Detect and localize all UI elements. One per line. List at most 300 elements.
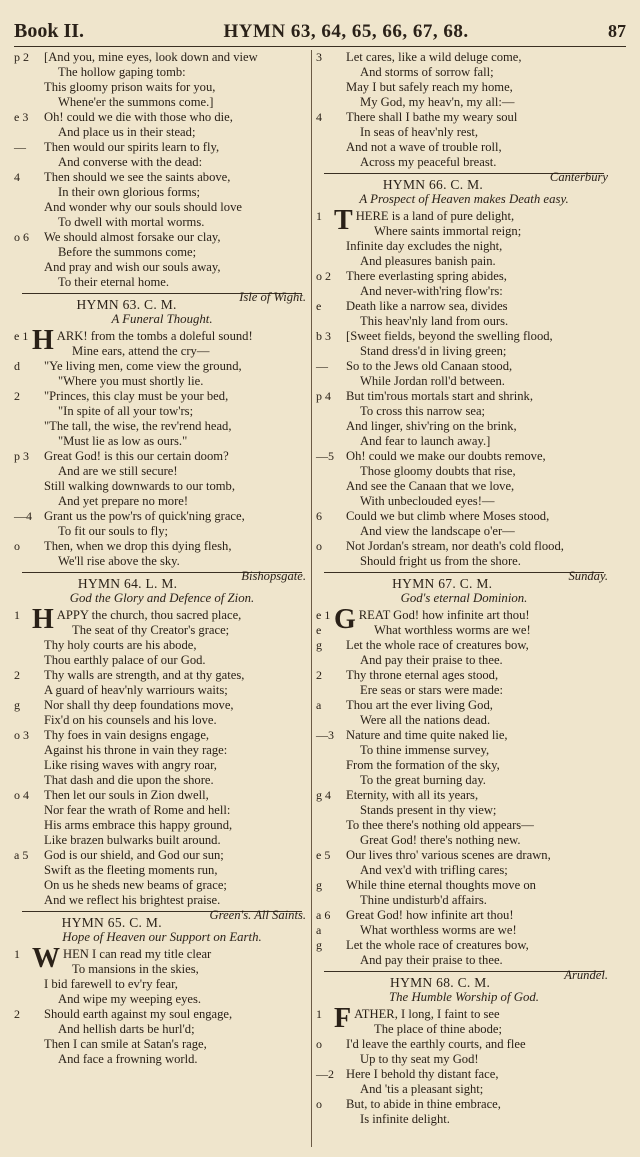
verse-line xyxy=(316,893,612,908)
verse-text: Stands present in thy view; xyxy=(360,803,497,817)
verse-line xyxy=(14,698,310,713)
verse-text: Then, when we drop this dying flesh, xyxy=(44,539,232,553)
right-column xyxy=(316,50,612,1143)
verse-text: And we reflect his brightest praise. xyxy=(44,893,221,907)
verse-line xyxy=(14,1022,310,1037)
verse-text: Like brazen bulwarks built around. xyxy=(44,833,221,847)
verse-text: Before the summons come; xyxy=(58,245,197,259)
verse-text: And pay their praise to thee. xyxy=(360,653,503,667)
verse-line xyxy=(14,359,310,374)
stanza-mark: e xyxy=(316,623,322,637)
verse-line xyxy=(316,1067,612,1082)
verse-text: His arms embrace this happy ground, xyxy=(44,818,233,832)
stanza-mark: 1 xyxy=(14,947,20,961)
verse-text: Thou art the ever living God, xyxy=(346,698,493,712)
verse-text: The hollow gaping tomb: xyxy=(58,65,186,79)
verse-line xyxy=(316,224,612,239)
verse-text: Stand dress'd in living green; xyxy=(360,344,507,358)
stanza-mark: p 3 xyxy=(14,449,29,463)
stanza-mark: o xyxy=(14,539,20,553)
verse-text: Great God! is this our certain doom? xyxy=(44,449,229,463)
stanza-mark: —4 xyxy=(14,509,32,523)
verse-text: God is our shield, and God our sun; xyxy=(44,848,224,862)
verse-text: While Jordan roll'd between. xyxy=(360,374,505,388)
stanza-mark: e 1 xyxy=(14,329,29,343)
stanza-mark: 1 xyxy=(316,1007,322,1021)
verse-line xyxy=(14,683,310,698)
column-divider xyxy=(311,50,312,1147)
hymn-title: HYMN 67. C. M. xyxy=(392,576,493,591)
verse-line xyxy=(14,728,310,743)
verse-line xyxy=(14,1052,310,1067)
stanza-mark: 6 xyxy=(316,509,322,523)
verse-text: Still walking downwards to our tomb, xyxy=(44,479,235,493)
verse-text: Up to thy seat my God! xyxy=(360,1052,479,1066)
verse-text: With unbeclouded eyes!— xyxy=(360,494,495,508)
verse-text: Infinite day excludes the night, xyxy=(346,239,503,253)
hymn-64 xyxy=(14,576,310,922)
verse-text: Thou earthly palace of our God. xyxy=(44,653,206,667)
verse-text: To dwell with mortal worms. xyxy=(58,215,205,229)
verse-line xyxy=(14,509,310,524)
stanza-mark: — xyxy=(14,140,26,154)
first-line-text: ATHER, I long, I faint to see xyxy=(354,1007,500,1021)
verse-text: And face a frowning world. xyxy=(58,1052,198,1066)
stanza-mark: e 3 xyxy=(14,110,29,124)
verse-line xyxy=(316,803,612,818)
verse-line xyxy=(14,275,310,290)
verse-text: Thine undisturb'd affairs. xyxy=(360,893,487,907)
stanza-mark: 2 xyxy=(14,668,20,682)
verse-line xyxy=(14,65,310,80)
verse-text: Thy holy courts are his abode, xyxy=(44,638,197,652)
hymn-subtitle: Hope of Heaven our Support on Earth. xyxy=(62,930,262,944)
verse-line xyxy=(316,239,612,254)
verse-text: And not a wave of trouble roll, xyxy=(346,140,502,154)
stanza-mark: 2 xyxy=(14,1007,20,1021)
stanza-mark: o xyxy=(316,539,322,553)
verse-text: "Where you must shortly lie. xyxy=(58,374,204,388)
verse-line xyxy=(316,788,612,803)
verse-text: Then should we see the saints above, xyxy=(44,170,231,184)
stanza-mark: a 6 xyxy=(316,908,331,922)
verse-text: Nature and time quite naked lie, xyxy=(346,728,508,742)
tune-name: Arundel. xyxy=(564,968,608,982)
verse-text: While thine eternal thoughts move on xyxy=(346,878,536,892)
verse-text: Let the whole race of creatures bow, xyxy=(346,638,529,652)
verse-line xyxy=(316,728,612,743)
stanza-mark: —2 xyxy=(316,1067,334,1081)
verse-line xyxy=(14,404,310,419)
verse-line xyxy=(14,170,310,185)
verse-text: And pleasures banish pain. xyxy=(360,254,496,268)
verse-line xyxy=(316,524,612,539)
hymn-65-continued xyxy=(316,50,612,184)
verse-text: Across my peaceful breast. xyxy=(360,155,497,169)
verse-line xyxy=(14,185,310,200)
hymn-title: HYMN 64. L. M. xyxy=(77,576,178,591)
verse-line xyxy=(316,1112,612,1127)
stanza-mark: g xyxy=(14,698,20,712)
verse-line xyxy=(316,1037,612,1052)
verse-line xyxy=(316,878,612,893)
verse-line xyxy=(316,638,612,653)
verse-text: Against his throne in vain they rage: xyxy=(44,743,228,757)
stanza-mark: o 4 xyxy=(14,788,29,802)
verse-line xyxy=(14,977,310,992)
stanza-mark: 3 xyxy=(316,50,322,64)
verse-line xyxy=(14,878,310,893)
verse-text: Swift as the fleeting moments run, xyxy=(44,863,218,877)
verse-text: And pay their praise to thee. xyxy=(360,953,503,967)
tune-name: Canterbury xyxy=(549,170,608,184)
hymn-subtitle: A Funeral Thought. xyxy=(111,312,213,326)
verse-text: And converse with the dead: xyxy=(58,155,203,169)
stanza-mark: d xyxy=(14,359,20,373)
stanza-mark: p 2 xyxy=(14,50,29,64)
verse-line xyxy=(316,314,612,329)
verse-line xyxy=(316,155,612,170)
verse-line xyxy=(316,509,612,524)
stanza-mark: 4 xyxy=(14,170,20,184)
verse-line xyxy=(316,554,612,569)
verse-text: What worthless worms are we! xyxy=(360,923,517,937)
verse-line xyxy=(14,992,310,1007)
running-title: HYMN 63, 64, 65, 66, 67, 68. xyxy=(223,21,469,42)
verse-line xyxy=(316,923,612,938)
verse-line xyxy=(14,95,310,110)
stanza-mark: o xyxy=(316,1097,322,1111)
verse-line xyxy=(14,818,310,833)
verse-text: A guard of heav'nly warriours waits; xyxy=(44,683,228,697)
verse-text: In their own glorious forms; xyxy=(58,185,201,199)
verse-text: And storms of sorrow fall; xyxy=(360,65,494,79)
drop-cap: H xyxy=(32,325,54,356)
verse-text: Let cares, like a wild deluge come, xyxy=(346,50,522,64)
tune-name: Isle of Wight. xyxy=(239,290,306,304)
verse-text: Were all the nations dead. xyxy=(360,713,491,727)
verse-line xyxy=(14,344,310,359)
verse-line xyxy=(316,713,612,728)
verse-line xyxy=(14,155,310,170)
stanza-mark: —5 xyxy=(316,449,334,463)
stanza-mark: g xyxy=(316,938,322,952)
verse-line xyxy=(14,449,310,464)
verse-text: The place of thine abode; xyxy=(374,1022,502,1036)
verse-line xyxy=(14,638,310,653)
verse-text: Let the whole race of creatures bow, xyxy=(346,938,529,952)
verse-line xyxy=(316,494,612,509)
stanza-mark: — xyxy=(316,359,328,373)
verse-line xyxy=(14,215,310,230)
verse-text: "Princes, this clay must be your bed, xyxy=(44,389,229,403)
verse-line xyxy=(14,479,310,494)
verse-text: And linger, shiv'ring on the brink, xyxy=(346,419,517,433)
verse-line xyxy=(316,404,612,419)
verse-line xyxy=(316,758,612,773)
stanza-mark: p 4 xyxy=(316,389,331,403)
verse-line xyxy=(316,389,612,404)
hymn-separator xyxy=(324,572,604,573)
verse-line xyxy=(14,833,310,848)
verse-text: Oh! could we die with those who die, xyxy=(44,110,233,124)
verse-text: "Ye living men, come view the ground, xyxy=(44,359,242,373)
verse-text: "The tall, the wise, the rev'rend head, xyxy=(44,419,232,433)
stanza-mark: b 3 xyxy=(316,329,331,343)
stanza-mark: g 4 xyxy=(316,788,331,802)
verse-text: Our lives thro' various scenes are drawn, xyxy=(346,848,551,862)
verse-line xyxy=(316,359,612,374)
hymn-title: HYMN 65. C. M. xyxy=(61,915,162,930)
page-number: 87 xyxy=(608,21,626,41)
stanza-mark: 4 xyxy=(316,110,322,124)
verse-text: Oh! could we make our doubts remove, xyxy=(346,449,546,463)
verse-text: Nor fear the wrath of Rome and hell: xyxy=(44,803,231,817)
verse-text: Nor shall thy deep foundations move, xyxy=(44,698,234,712)
verse-text: "In spite of all your tow'rs; xyxy=(58,404,194,418)
first-line-text: REAT God! how infinite art thou! xyxy=(358,608,530,622)
drop-cap: T xyxy=(334,205,353,236)
verse-line xyxy=(316,653,612,668)
verse-line xyxy=(316,50,612,65)
verse-text: We'll rise above the sky. xyxy=(58,554,180,568)
hymn-subtitle: God the Glory and Defence of Zion. xyxy=(69,591,255,605)
verse-text: And 'tis a pleasant sight; xyxy=(360,1082,484,1096)
verse-line xyxy=(14,230,310,245)
verse-line xyxy=(316,953,612,968)
verse-line xyxy=(316,254,612,269)
tune-name: Sunday. xyxy=(568,569,608,583)
verse-text: Where saints immortal reign; xyxy=(374,224,522,238)
hymn-separator xyxy=(324,971,604,972)
book-label: Book II. xyxy=(14,20,85,42)
verse-line xyxy=(316,743,612,758)
stanza-mark: 2 xyxy=(14,389,20,403)
hymn-subtitle: A Prospect of Heaven makes Death easy. xyxy=(359,192,569,206)
verse-line xyxy=(14,668,310,683)
stanza-mark: o xyxy=(316,1037,322,1051)
verse-line xyxy=(14,434,310,449)
stanza-mark: 2 xyxy=(316,668,322,682)
verse-line xyxy=(316,1022,612,1037)
verse-text: There shall I bathe my weary soul xyxy=(346,110,518,124)
verse-text: And hellish darts be hurl'd; xyxy=(58,1022,195,1036)
verse-text: Like rising waves with angry roar, xyxy=(44,758,217,772)
verse-text: Fix'd on his counsels and his love. xyxy=(44,713,217,727)
verse-line xyxy=(316,908,612,923)
verse-line xyxy=(14,374,310,389)
verse-text: The seat of thy Creator's grace; xyxy=(72,623,230,637)
verse-text: Ere seas or stars were made: xyxy=(360,683,504,697)
hymn-66 xyxy=(316,177,612,583)
verse-text: And yet prepare no more! xyxy=(58,494,189,508)
verse-text: But tim'rous mortals start and shrink, xyxy=(346,389,533,403)
verse-text: [Sweet fields, beyond the swelling flood, xyxy=(346,329,553,343)
verse-text: I'd leave the earthly courts, and flee xyxy=(346,1037,526,1051)
stanza-mark: g xyxy=(316,878,322,892)
hymn-65 xyxy=(14,915,310,1067)
verse-text: Thy walls are strength, and at thy gates, xyxy=(44,668,245,682)
verse-line xyxy=(316,539,612,554)
verse-line xyxy=(316,683,612,698)
verse-line xyxy=(14,803,310,818)
verse-line xyxy=(14,524,310,539)
verse-line xyxy=(316,110,612,125)
verse-text: To mansions in the skies, xyxy=(72,962,199,976)
verse-text: Here I behold thy distant face, xyxy=(346,1067,499,1081)
verse-line xyxy=(14,893,310,908)
verse-text: [And you, mine eyes, look down and view xyxy=(44,50,258,64)
drop-cap: G xyxy=(334,604,356,635)
verse-text: And fear to launch away.] xyxy=(360,434,491,448)
verse-line xyxy=(316,863,612,878)
verse-text: And view the landscape o'er— xyxy=(360,524,515,538)
verse-line xyxy=(316,833,612,848)
verse-line xyxy=(14,539,310,554)
verse-text: I bid farewell to ev'ry fear, xyxy=(44,977,178,991)
stanza-mark: —3 xyxy=(316,728,334,742)
verse-text: Death like a narrow sea, divides xyxy=(346,299,508,313)
verse-line xyxy=(316,1052,612,1067)
verse-text: Great God! how infinite art thou! xyxy=(346,908,514,922)
verse-line xyxy=(316,773,612,788)
verse-line xyxy=(14,758,310,773)
verse-line xyxy=(14,1037,310,1052)
drop-cap: W xyxy=(32,943,60,974)
stanza-mark: 1 xyxy=(316,209,322,223)
verse-line xyxy=(316,1097,612,1112)
first-line-text: ARK! from the tombs a doleful sound! xyxy=(56,329,253,343)
verse-text: Whene'er the summons come.] xyxy=(58,95,214,109)
verse-text: In seas of heav'nly rest, xyxy=(360,125,479,139)
verse-text: This heav'nly land from ours. xyxy=(360,314,509,328)
verse-text: Thy throne eternal ages stood, xyxy=(346,668,499,682)
first-line-text: HERE is a land of pure delight, xyxy=(355,209,515,223)
stanza-mark: o 2 xyxy=(316,269,331,283)
stanza-mark: e xyxy=(316,299,322,313)
stanza-mark: e 1 xyxy=(316,608,331,622)
hymn-68 xyxy=(316,975,612,1127)
verse-text: On us he sheds new beams of grace; xyxy=(44,878,227,892)
verse-line xyxy=(316,299,612,314)
verse-text: Then would our spirits learn to fly, xyxy=(44,140,220,154)
verse-text: To the great burning day. xyxy=(360,773,486,787)
verse-text: Could we but climb where Moses stood, xyxy=(346,509,550,523)
verse-line xyxy=(316,95,612,110)
verse-line xyxy=(14,848,310,863)
verse-line xyxy=(14,713,310,728)
verse-text: Should fright us from the shore. xyxy=(360,554,521,568)
verse-text: And never-with'ring flow'rs: xyxy=(360,284,503,298)
verse-line xyxy=(316,479,612,494)
verse-line xyxy=(316,284,612,299)
verse-text: Should earth against my soul engage, xyxy=(44,1007,233,1021)
verse-line xyxy=(316,623,612,638)
verse-line xyxy=(316,374,612,389)
verse-text: And wipe my weeping eyes. xyxy=(58,992,202,1006)
verse-line xyxy=(14,245,310,260)
verse-text: To their eternal home. xyxy=(58,275,170,289)
drop-cap: H xyxy=(32,604,54,635)
verse-text: And are we still secure! xyxy=(58,464,178,478)
first-line-text: HEN I can read my title clear xyxy=(63,947,212,961)
verse-text: And vex'd with trifling cares; xyxy=(360,863,508,877)
verse-text: Great God! there's nothing new. xyxy=(360,833,521,847)
verse-text: But, to abide in thine embrace, xyxy=(346,1097,501,1111)
stanza-mark: a xyxy=(316,923,322,937)
verse-text: "Must lie as low as ours." xyxy=(58,434,188,448)
page-header xyxy=(14,20,626,47)
verse-line xyxy=(316,938,612,953)
hymn-subtitle: The Humble Worship of God. xyxy=(389,990,539,1004)
verse-line xyxy=(14,554,310,569)
verse-line xyxy=(316,269,612,284)
verse-line xyxy=(14,1007,310,1022)
stanza-mark: e 5 xyxy=(316,848,331,862)
verse-line xyxy=(316,1082,612,1097)
hymn-title: HYMN 68. C. M. xyxy=(390,975,491,990)
verse-line xyxy=(316,419,612,434)
tune-name: Green's. All Saints. xyxy=(209,908,306,922)
verse-text: Not Jordan's stream, nor death's cold flood, xyxy=(346,539,564,553)
hymn-62-continued xyxy=(14,50,310,304)
left-column xyxy=(14,50,310,1143)
verse-line xyxy=(14,260,310,275)
verse-line xyxy=(14,863,310,878)
verse-text: Thy foes in vain designs engage, xyxy=(44,728,210,742)
verse-line xyxy=(14,200,310,215)
verse-line xyxy=(14,110,310,125)
verse-text: That dash and die upon the shore. xyxy=(44,773,214,787)
hymn-title: HYMN 63. C. M. xyxy=(76,297,177,312)
hymn-title: HYMN 66. C. M. xyxy=(382,177,484,192)
verse-line xyxy=(316,434,612,449)
verse-text: What worthless worms are we! xyxy=(374,623,531,637)
verse-text: So to the Jews old Canaan stood, xyxy=(346,359,513,373)
verse-text: Then let our souls in Zion dwell, xyxy=(44,788,209,802)
verse-line xyxy=(14,962,310,977)
stanza-mark: o 3 xyxy=(14,728,29,742)
verse-line xyxy=(14,125,310,140)
verse-text: To thee there's nothing old appears— xyxy=(346,818,534,832)
verse-text: Eternity, with all its years, xyxy=(346,788,479,802)
stanza-mark: g xyxy=(316,638,322,652)
verse-text: There everlasting spring abides, xyxy=(346,269,507,283)
verse-text: And wonder why our souls should love xyxy=(44,200,242,214)
verse-line xyxy=(14,743,310,758)
verse-text: We should almost forsake our clay, xyxy=(44,230,221,244)
verse-line xyxy=(316,464,612,479)
verse-line xyxy=(14,419,310,434)
verse-text: And see the Canaan that we love, xyxy=(346,479,515,493)
verse-text: My God, my heav'n, my all:— xyxy=(360,95,515,109)
verse-line xyxy=(14,389,310,404)
stanza-mark: o 6 xyxy=(14,230,29,244)
verse-text: Mine ears, attend the cry— xyxy=(72,344,210,358)
verse-line xyxy=(316,848,612,863)
verse-line xyxy=(316,65,612,80)
verse-text: This gloomy prison waits for you, xyxy=(44,80,216,94)
verse-line xyxy=(14,464,310,479)
verse-text: And place us in their stead; xyxy=(58,125,196,139)
verse-line xyxy=(316,125,612,140)
stanza-mark: a xyxy=(316,698,322,712)
verse-line xyxy=(14,140,310,155)
verse-line xyxy=(14,773,310,788)
verse-text: Then I can smile at Satan's rage, xyxy=(44,1037,207,1051)
verse-text: Grant us the pow'rs of quick'ning grace, xyxy=(44,509,245,523)
verse-line xyxy=(14,80,310,95)
